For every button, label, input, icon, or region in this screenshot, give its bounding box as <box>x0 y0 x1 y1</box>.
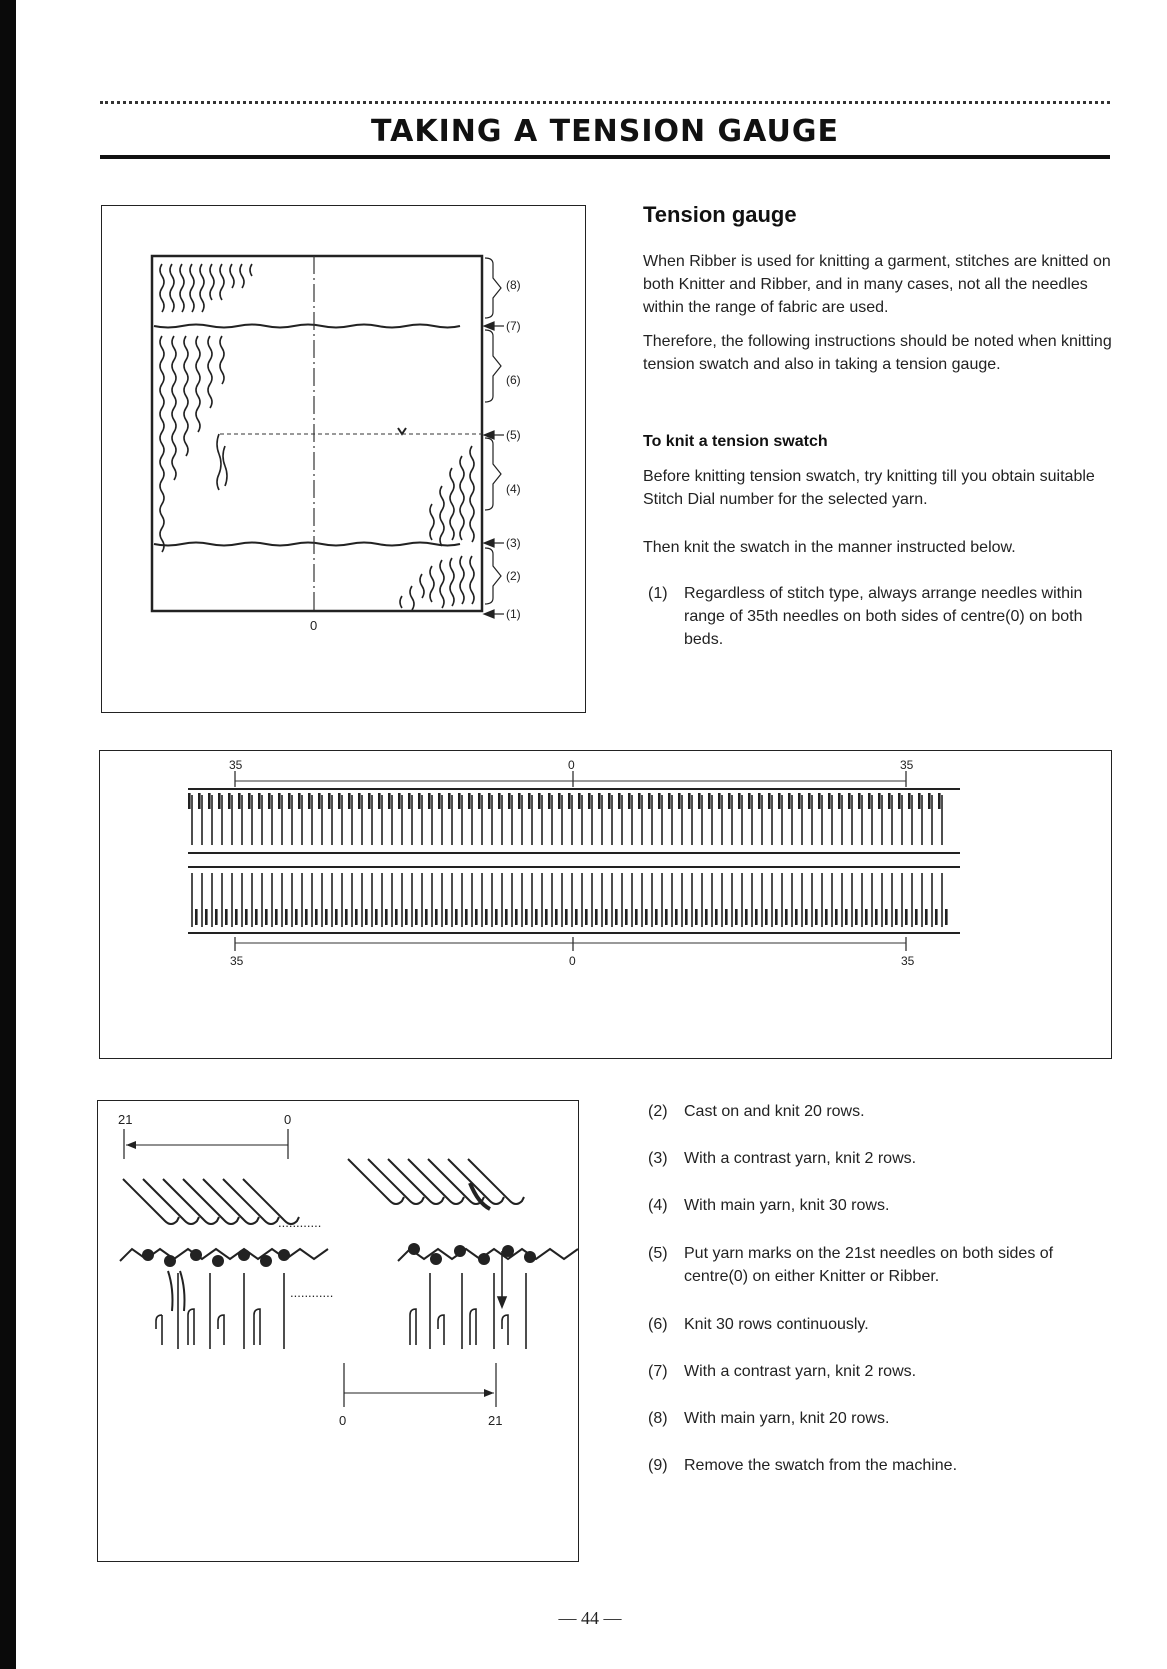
needle-butt <box>608 793 611 809</box>
ellipsis-bottom: ............ <box>290 1285 334 1300</box>
needle-butt <box>338 793 341 809</box>
needle-butt <box>528 793 531 809</box>
needle-butt <box>365 909 368 925</box>
needle-butt <box>508 793 511 809</box>
needle-butt <box>328 793 331 809</box>
needle-butt <box>445 909 448 925</box>
needle-butt <box>368 793 371 809</box>
needle-butt <box>775 909 778 925</box>
needle-butt <box>915 909 918 925</box>
needle-butt <box>925 909 928 925</box>
needle-butt <box>918 793 921 809</box>
needle-hooks-right <box>348 1159 578 1261</box>
needle-butt <box>878 793 881 809</box>
needle-butt <box>868 793 871 809</box>
step-number: (2) <box>648 1103 668 1120</box>
step-text: With a contrast yarn, knit 2 rows. <box>684 1363 917 1380</box>
needle-butt <box>428 793 431 809</box>
contrast-row-upper <box>154 325 460 328</box>
needle-butt <box>345 909 348 925</box>
row-label-4: (4) <box>506 482 521 496</box>
needle-butt <box>738 793 741 809</box>
needle-butt <box>488 793 491 809</box>
needle-bed-diagram <box>99 750 1112 1059</box>
page-binding-edge <box>0 0 16 1669</box>
label-21-bottom: 21 <box>488 1413 503 1428</box>
page-title: TAKING A TENSION GAUGE <box>371 114 839 149</box>
needle-butt <box>765 909 768 925</box>
step-number: (5) <box>648 1245 668 1262</box>
needle-butt <box>805 909 808 925</box>
top-label-left: 35 <box>229 758 243 772</box>
step-text: Remove the swatch from the machine. <box>684 1457 958 1474</box>
needle-butt <box>735 909 738 925</box>
needle-butt <box>225 909 228 925</box>
page-number: — 44 — <box>558 1608 622 1628</box>
knit-columns-middle-left <box>160 336 227 552</box>
needle-butt <box>575 909 578 925</box>
row-label-1: (1) <box>506 607 521 621</box>
step-number: (1) <box>648 585 668 602</box>
swatch-paragraph-2: Then knit the swatch in the manner instructed below. <box>643 539 1016 556</box>
needle-butt <box>658 793 661 809</box>
needle-butt <box>778 793 781 809</box>
needle-butt <box>708 793 711 809</box>
needle-butt <box>548 793 551 809</box>
needle-butt <box>495 909 498 925</box>
needle-butt <box>478 793 481 809</box>
needle-butt <box>668 793 671 809</box>
needle-butt <box>468 793 471 809</box>
contrast-row-lower <box>154 543 460 546</box>
needle-butt <box>395 909 398 925</box>
needle-butt <box>705 909 708 925</box>
needle-butt <box>768 793 771 809</box>
bottom-label-right: 35 <box>901 954 915 968</box>
bottom-label-left: 35 <box>230 954 244 968</box>
needle-butt <box>518 793 521 809</box>
row-label-2: (2) <box>506 569 521 583</box>
title-rule <box>100 155 1110 159</box>
row-label-7: (7) <box>506 319 521 333</box>
needle-butt <box>725 909 728 925</box>
swatch-diagram <box>101 205 586 713</box>
needle-butt <box>318 793 321 809</box>
needle-butt <box>848 793 851 809</box>
subsection-title: To knit a tension swatch <box>643 433 828 450</box>
needle-butt <box>808 793 811 809</box>
needle-butt <box>628 793 631 809</box>
needle-butt <box>398 793 401 809</box>
needle-butt <box>715 909 718 925</box>
needle-butt <box>258 793 261 809</box>
step-item <box>648 1360 1118 1383</box>
needle-butt <box>728 793 731 809</box>
needle-butt <box>245 909 248 925</box>
needle-butt <box>415 909 418 925</box>
needle-butt <box>798 793 801 809</box>
needle-butt <box>578 793 581 809</box>
step-number: (9) <box>648 1457 668 1474</box>
yarn-mark-v <box>398 428 406 434</box>
top-label-centre: 0 <box>568 758 575 772</box>
needle-butt <box>438 793 441 809</box>
row-label-5: (5) <box>506 428 521 442</box>
needle-butt <box>835 909 838 925</box>
needle-butt <box>568 793 571 809</box>
needle-butt <box>218 793 221 809</box>
needle-butt <box>825 909 828 925</box>
step-item <box>648 1454 1118 1477</box>
needle-butt <box>875 909 878 925</box>
swatch-paragraph-1: Before knitting tension swatch, try knitting till you obtain suitable Stitch Dial number for the selected yarn. <box>643 468 1095 508</box>
needle-butt <box>598 793 601 809</box>
needle-butt <box>688 793 691 809</box>
needle-butt <box>748 793 751 809</box>
needle-butt <box>908 793 911 809</box>
step-text: With a contrast yarn, knit 2 rows. <box>684 1150 917 1167</box>
step-item <box>648 1147 1118 1170</box>
step-item <box>648 1194 1118 1217</box>
step-text: Regardless of stitch type, always arrange needles within range of 35th needles on both sides of centre(0) on both beds. <box>684 585 1083 648</box>
ellipsis-top: ............ <box>278 1215 322 1230</box>
needle-butt <box>485 909 488 925</box>
needle-butt <box>788 793 791 809</box>
needle-butt <box>885 909 888 925</box>
step-text: Knit 30 rows continuously. <box>684 1316 869 1333</box>
step-text: Put yarn marks on the 21st needles on both sides of centre(0) on either Knitter or Ribber. <box>684 1245 1054 1285</box>
needle-butt <box>585 909 588 925</box>
needle-butt <box>298 793 301 809</box>
needle-butt <box>588 793 591 809</box>
needle-butt <box>195 909 198 925</box>
bottom-label-centre: 0 <box>569 954 576 968</box>
needle-butt <box>888 793 891 809</box>
needle-butt <box>695 909 698 925</box>
needle-butt <box>505 909 508 925</box>
needle-butt <box>285 909 288 925</box>
needle-butt <box>425 909 428 925</box>
needle-bed-drawing <box>100 751 1113 1060</box>
needle-butt <box>418 793 421 809</box>
needle-butt <box>325 909 328 925</box>
needle-butt <box>758 793 761 809</box>
needle-butt <box>455 909 458 925</box>
needle-butt <box>315 909 318 925</box>
needle-butt <box>565 909 568 925</box>
needle-butt <box>818 793 821 809</box>
intro-paragraph-1: When Ribber is used for knitting a garment, stitches are knitted on both Knitter and Ribber, and in many cases, not all the needles within the range of fabric are used. <box>643 253 1111 316</box>
needle-butt <box>648 793 651 809</box>
step-text: With main yarn, knit 30 rows. <box>684 1197 890 1214</box>
needle-butt <box>335 909 338 925</box>
needle-butt <box>685 909 688 925</box>
step-item <box>648 1100 1118 1123</box>
top-dotted-rule <box>100 101 1110 104</box>
needle-butt <box>815 909 818 925</box>
needle-butt <box>678 793 681 809</box>
needle-butt <box>625 909 628 925</box>
needle-butt <box>305 909 308 925</box>
knit-columns-lower-right <box>400 446 474 610</box>
needle-butt <box>895 909 898 925</box>
needle-butt <box>635 909 638 925</box>
label-0-top: 0 <box>284 1112 292 1127</box>
needle-butt <box>845 909 848 925</box>
needle-butt <box>515 909 518 925</box>
needle-butt <box>535 909 538 925</box>
needle-butt <box>545 909 548 925</box>
needle-butt <box>555 909 558 925</box>
needle-butt <box>235 909 238 925</box>
swatch-drawing <box>102 206 587 714</box>
needle-butt <box>938 793 941 809</box>
needle-butt <box>188 793 191 809</box>
needle-butt <box>215 909 218 925</box>
needle-butt <box>238 793 241 809</box>
needle-butt <box>538 793 541 809</box>
row-label-8: (8) <box>506 278 521 292</box>
ribber-needle-bed <box>192 873 948 927</box>
needle-butt <box>385 909 388 925</box>
needle-butt <box>865 909 868 925</box>
step-number: (6) <box>648 1316 668 1333</box>
needle-butt <box>248 793 251 809</box>
needle-butt <box>288 793 291 809</box>
needle-butt <box>265 909 268 925</box>
needle-butt <box>638 793 641 809</box>
needle-butt <box>198 793 201 809</box>
step-item <box>648 1242 1118 1288</box>
needle-butt <box>375 909 378 925</box>
knit-columns-upper-left <box>160 264 252 312</box>
centre-label: 0 <box>310 618 318 633</box>
needle-butt <box>358 793 361 809</box>
needle-butt <box>458 793 461 809</box>
needle-butt <box>355 909 358 925</box>
needle-butt <box>675 909 678 925</box>
needle-butt <box>795 909 798 925</box>
needle-butts-right <box>410 1251 526 1349</box>
needle-butt <box>498 793 501 809</box>
needle-butt <box>278 793 281 809</box>
needle-butt <box>618 793 621 809</box>
needle-butt <box>898 793 901 809</box>
needle-butt <box>448 793 451 809</box>
needle-butt <box>718 793 721 809</box>
needle-butt <box>858 793 861 809</box>
needle-butt <box>205 909 208 925</box>
needle-butt <box>405 909 408 925</box>
needle-butt <box>228 793 231 809</box>
needle-butt <box>755 909 758 925</box>
needle-butt <box>928 793 931 809</box>
needle-butt <box>945 909 948 925</box>
needle-butts-left <box>156 1273 284 1349</box>
step-number: (3) <box>648 1150 668 1167</box>
needle-butt <box>268 793 271 809</box>
needle-butt <box>295 909 298 925</box>
intro-paragraph-2: Therefore, the following instructions should be noted when knitting tension swatch and also in taking a tension gauge. <box>643 333 1112 373</box>
needle-butt <box>208 793 211 809</box>
label-21-top: 21 <box>118 1112 133 1127</box>
needle-butt <box>698 793 701 809</box>
top-label-right: 35 <box>900 758 914 772</box>
yarn-mark-diagram <box>97 1100 579 1562</box>
needle-butt <box>348 793 351 809</box>
step-number: (8) <box>648 1410 668 1427</box>
needle-butt <box>435 909 438 925</box>
needle-butt <box>785 909 788 925</box>
needle-butt <box>828 793 831 809</box>
label-0-bottom: 0 <box>339 1413 347 1428</box>
needle-butt <box>745 909 748 925</box>
section-title: Tension gauge <box>643 202 797 227</box>
step-number: (4) <box>648 1197 668 1214</box>
yarn-mark-drawing <box>98 1101 580 1563</box>
needle-butt <box>595 909 598 925</box>
needle-butt <box>905 909 908 925</box>
needle-butt <box>388 793 391 809</box>
row-label-6: (6) <box>506 373 521 387</box>
needle-butt <box>665 909 668 925</box>
needle-butt <box>605 909 608 925</box>
needle-butt <box>855 909 858 925</box>
needle-butt <box>378 793 381 809</box>
needle-butt <box>308 793 311 809</box>
step-item <box>648 1313 1118 1336</box>
step-item <box>648 1407 1118 1430</box>
needle-butt <box>558 793 561 809</box>
row-label-3: (3) <box>506 536 521 550</box>
step-number: (7) <box>648 1363 668 1380</box>
step-item <box>648 582 1118 651</box>
knitter-needle-bed <box>188 793 942 845</box>
needle-butt <box>475 909 478 925</box>
needle-butt <box>645 909 648 925</box>
needle-butt <box>935 909 938 925</box>
needle-butt <box>465 909 468 925</box>
needle-butt <box>615 909 618 925</box>
needle-butt <box>838 793 841 809</box>
step-text: With main yarn, knit 20 rows. <box>684 1410 890 1427</box>
needle-butt <box>255 909 258 925</box>
needle-butt <box>525 909 528 925</box>
needle-butt <box>408 793 411 809</box>
needle-butt <box>655 909 658 925</box>
step-text: Cast on and knit 20 rows. <box>684 1103 865 1120</box>
needle-butt <box>275 909 278 925</box>
